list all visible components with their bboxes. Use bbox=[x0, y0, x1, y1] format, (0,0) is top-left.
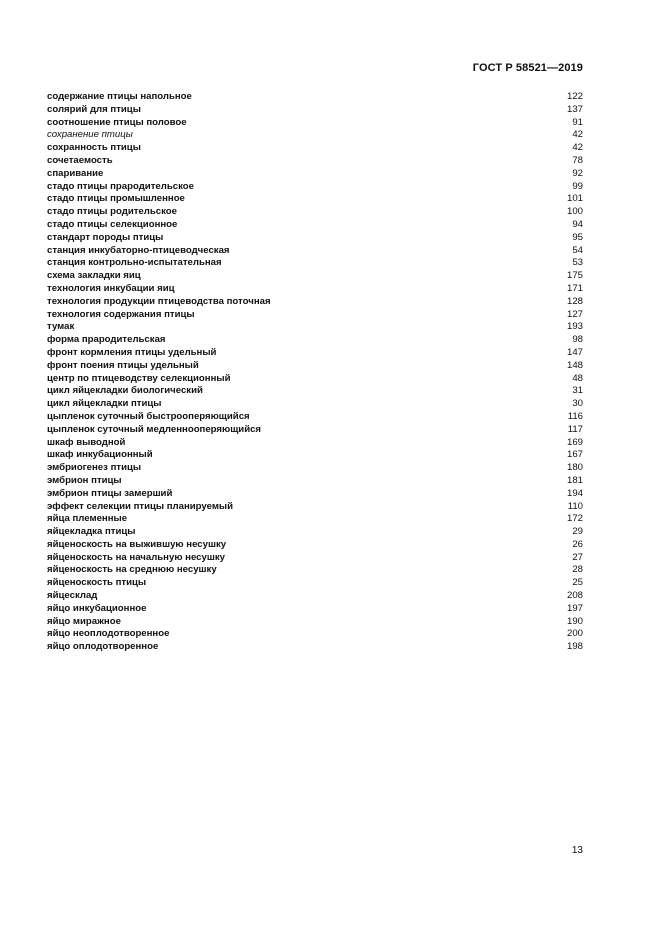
index-page-ref: 122 bbox=[566, 91, 583, 102]
index-page-ref: 127 bbox=[566, 308, 583, 320]
index-term: шкаф выводной bbox=[47, 436, 126, 448]
index-entry bbox=[47, 398, 583, 411]
index-term: стадо птицы прародительское bbox=[47, 180, 194, 192]
index-term: технология инкубации яиц bbox=[47, 282, 175, 294]
index-page-ref: 42 bbox=[572, 142, 583, 154]
index-entry bbox=[47, 475, 583, 488]
index-entry bbox=[47, 462, 583, 475]
index-page-ref: 116 bbox=[567, 410, 583, 422]
index-term: содержание птицы напольное bbox=[47, 91, 192, 102]
index-entry bbox=[47, 321, 583, 334]
index-page-ref: 48 bbox=[572, 372, 583, 384]
index-term: яйценоскость на среднюю несушку bbox=[47, 564, 217, 576]
index-entry bbox=[47, 206, 583, 219]
index-entry bbox=[47, 628, 583, 641]
index-page-ref: 110 bbox=[567, 500, 583, 512]
index-term: технология продукции птицеводства поточная bbox=[47, 295, 271, 307]
index-entry bbox=[47, 334, 583, 347]
index-page-ref: 198 bbox=[566, 641, 583, 653]
index-entry bbox=[47, 385, 583, 398]
index-page-ref: 91 bbox=[572, 116, 583, 128]
index-entry bbox=[47, 347, 583, 360]
index-entry bbox=[47, 437, 583, 450]
index-page-ref: 181 bbox=[566, 474, 583, 486]
index-term: стадо птицы селекционное bbox=[47, 218, 178, 230]
index-entry bbox=[47, 181, 583, 194]
index-page-ref: 167 bbox=[566, 449, 583, 461]
index-term: стандарт породы птицы bbox=[47, 231, 164, 243]
index-entry bbox=[47, 526, 583, 539]
index-page-ref: 208 bbox=[566, 590, 583, 602]
index-term: яйца племенные bbox=[47, 513, 128, 525]
index-entry bbox=[47, 513, 583, 526]
index-page-ref: 200 bbox=[566, 628, 583, 640]
index-entry bbox=[47, 501, 583, 514]
index-entry bbox=[47, 449, 583, 462]
index-entry bbox=[47, 129, 583, 142]
index-page-ref: 29 bbox=[572, 526, 583, 538]
index-page-ref: 190 bbox=[566, 615, 583, 627]
index-entry bbox=[47, 117, 583, 130]
index-term: яйцо инкубационное bbox=[47, 602, 147, 614]
index-term: тумак bbox=[47, 321, 75, 333]
index-term: шкаф инкубационный bbox=[47, 449, 153, 461]
index-term: технология содержания птицы bbox=[47, 308, 195, 320]
index-entry bbox=[47, 142, 583, 155]
index-page-ref: 100 bbox=[566, 206, 583, 218]
index-term: сохранность птицы bbox=[47, 142, 141, 154]
index-entry bbox=[47, 564, 583, 577]
index-term: яйцо оплодотворенное bbox=[47, 641, 159, 653]
index-term: яйцесклад bbox=[47, 590, 98, 602]
index-page-ref: 99 bbox=[572, 180, 583, 192]
index-term: яйцо миражное bbox=[47, 615, 121, 627]
index-entry bbox=[47, 309, 583, 322]
index-page-ref: 28 bbox=[572, 564, 583, 576]
index-page-ref: 98 bbox=[572, 334, 583, 346]
index-page-ref: 147 bbox=[566, 346, 583, 358]
index-term: эффект селекции птицы планируемый bbox=[47, 500, 234, 512]
index-entry bbox=[47, 104, 583, 117]
index-term: яйценоскость на выжившую несушку bbox=[47, 538, 227, 550]
index-page-ref: 180 bbox=[566, 462, 583, 474]
index-term: эмбрион птицы замерший bbox=[47, 487, 173, 499]
index-entry bbox=[47, 257, 583, 270]
index-term: цикл яйцекладки птицы bbox=[47, 398, 162, 410]
index-term: яйцекладка птицы bbox=[47, 526, 136, 538]
index-page-ref: 169 bbox=[566, 436, 583, 448]
index-term: станция контрольно-испытательная bbox=[47, 257, 222, 269]
index-term: цикл яйцекладки биологический bbox=[47, 385, 203, 397]
index-entry bbox=[47, 411, 583, 424]
index-term: схема закладки яиц bbox=[47, 270, 141, 282]
index-page-ref: 26 bbox=[572, 538, 583, 550]
index-term: солярий для птицы bbox=[47, 103, 141, 115]
index-term: эмбрион птицы bbox=[47, 474, 122, 486]
index-page-ref: 137 bbox=[566, 103, 583, 115]
index-entry bbox=[47, 168, 583, 181]
index-entry bbox=[47, 245, 583, 258]
index-entry bbox=[47, 488, 583, 501]
index-term: эмбриогенез птицы bbox=[47, 462, 142, 474]
index-entry bbox=[47, 360, 583, 373]
index-page-ref: 194 bbox=[566, 487, 583, 499]
index-term: форма прародительская bbox=[47, 334, 166, 346]
index-term: центр по птицеводству селекционный bbox=[47, 372, 231, 384]
index-term: сохранение птицы bbox=[47, 129, 133, 141]
index-page-ref: 94 bbox=[572, 218, 583, 230]
index-entry bbox=[47, 91, 583, 104]
index-page-ref: 101 bbox=[566, 193, 583, 205]
index-entry bbox=[47, 296, 583, 309]
index-entry bbox=[47, 577, 583, 590]
index-entry bbox=[47, 270, 583, 283]
index-term: станция инкубаторно-птицеводческая bbox=[47, 244, 230, 256]
index-entry bbox=[47, 590, 583, 603]
index-entry bbox=[47, 424, 583, 437]
page-number: 13 bbox=[571, 845, 583, 856]
alphabetical-index bbox=[47, 91, 583, 654]
index-page-ref: 171 bbox=[566, 282, 583, 294]
index-entry bbox=[47, 373, 583, 386]
index-page-ref: 78 bbox=[572, 154, 583, 166]
index-page-ref: 193 bbox=[566, 321, 583, 333]
index-term: соотношение птицы половое bbox=[47, 116, 187, 128]
index-term: стадо птицы промышленное bbox=[47, 193, 185, 205]
index-page-ref: 175 bbox=[566, 270, 583, 282]
index-term: сочетаемость bbox=[47, 154, 113, 166]
index-page-ref: 42 bbox=[572, 129, 583, 141]
index-page-ref: 128 bbox=[566, 295, 583, 307]
index-term: фронт поения птицы удельный bbox=[47, 359, 199, 371]
index-entry bbox=[47, 641, 583, 654]
index-entry bbox=[47, 283, 583, 296]
index-page-ref: 27 bbox=[572, 551, 583, 563]
index-entry bbox=[47, 603, 583, 616]
index-page-ref: 53 bbox=[572, 257, 583, 269]
index-page-ref: 31 bbox=[572, 385, 583, 397]
index-page-ref: 30 bbox=[572, 398, 583, 410]
document-header: ГОСТ Р 58521—2019 bbox=[472, 62, 583, 74]
index-page-ref: 95 bbox=[572, 231, 583, 243]
index-term: яйценоскость на начальную несушку bbox=[47, 551, 225, 563]
index-page-ref: 54 bbox=[572, 244, 583, 256]
index-term: спаривание bbox=[47, 167, 104, 179]
index-term: яйценоскость птицы bbox=[47, 577, 147, 589]
index-page-ref: 92 bbox=[572, 167, 583, 179]
index-page-ref: 25 bbox=[572, 577, 583, 589]
index-entry bbox=[47, 155, 583, 168]
index-term: стадо птицы родительское bbox=[47, 206, 177, 218]
index-term: цыпленок суточный медленнооперяющийся bbox=[47, 423, 262, 435]
index-entry bbox=[47, 193, 583, 206]
index-entry bbox=[47, 539, 583, 552]
index-entry bbox=[47, 219, 583, 232]
index-entry bbox=[47, 232, 583, 245]
index-entry bbox=[47, 616, 583, 629]
index-term: фронт кормления птицы удельный bbox=[47, 346, 217, 358]
index-page-ref: 172 bbox=[566, 513, 583, 525]
index-page-ref: 148 bbox=[566, 359, 583, 371]
index-entry bbox=[47, 552, 583, 565]
index-term: цыпленок суточный быстрооперяющийся bbox=[47, 410, 250, 422]
index-term: яйцо неоплодотворенное bbox=[47, 628, 170, 640]
index-page-ref: 197 bbox=[566, 602, 583, 614]
index-page-ref: 117 bbox=[567, 423, 583, 435]
